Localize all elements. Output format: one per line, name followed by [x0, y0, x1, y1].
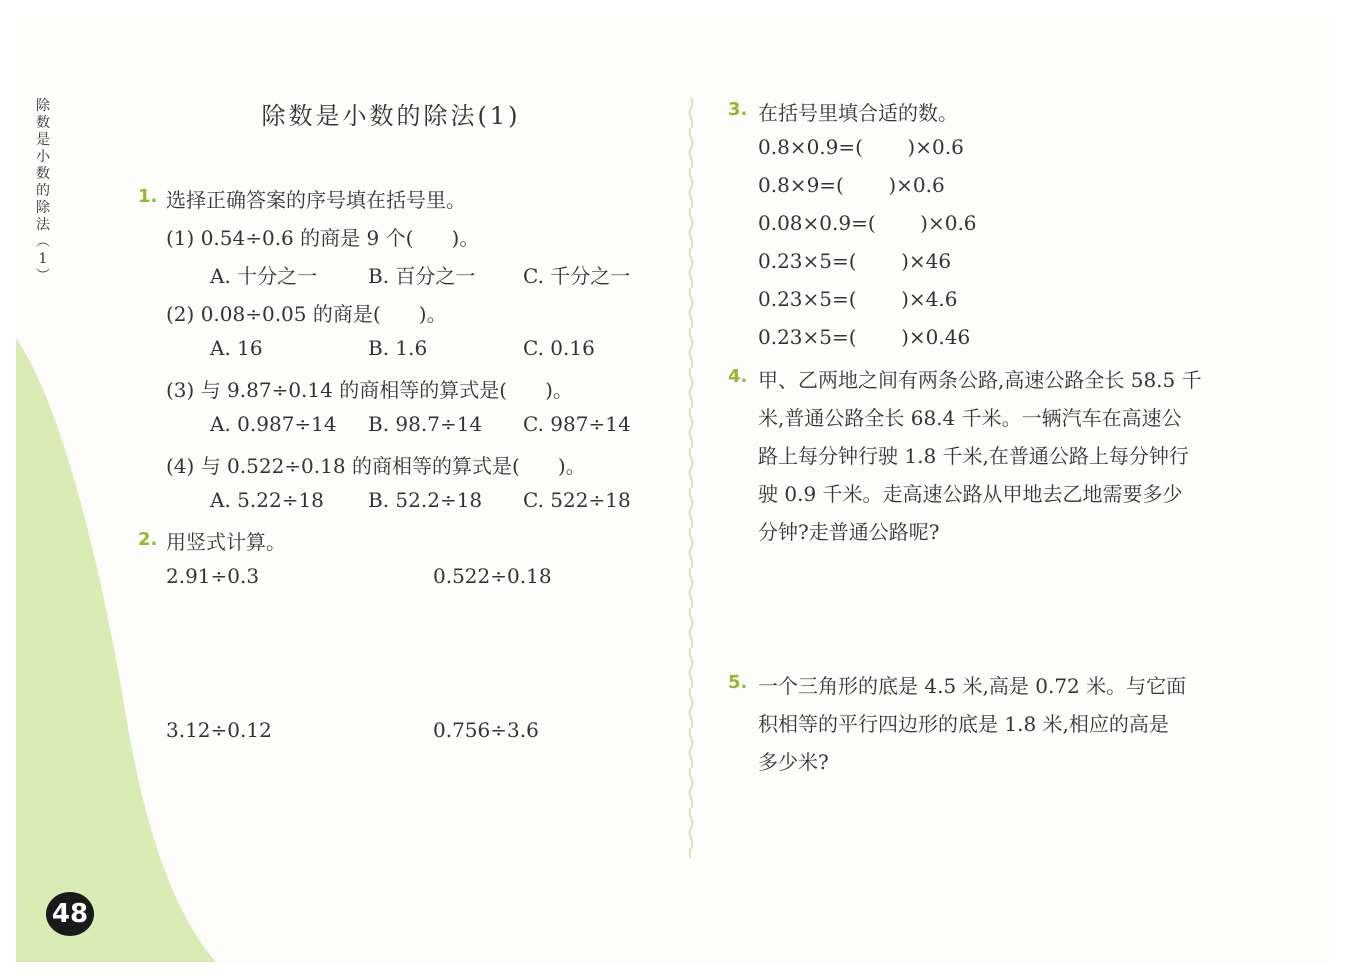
q2-number: 2. — [138, 529, 158, 550]
page-title: 除数是小数的除法(1) — [261, 102, 521, 130]
q4-line-2: 米,普通公路全长 68.4 千米。一辆汽车在高速公 — [758, 406, 1182, 430]
side-title-char: ︵ — [36, 234, 50, 250]
q5-line-3: 多少米? — [758, 750, 829, 774]
q2-expr-4: 0.756÷3.6 — [433, 718, 539, 742]
worksheet-page — [16, 16, 1332, 962]
q3-line-5: 0.23×5=( )×4.6 — [758, 287, 958, 311]
q1-number: 1. — [138, 186, 158, 207]
q4-line-5: 分钟?走普通公路呢? — [758, 520, 940, 544]
q2-prompt: 用竖式计算。 — [166, 530, 286, 554]
q1-item-3-option-b: B. 98.7÷14 — [368, 412, 483, 436]
q5-number: 5. — [728, 672, 748, 693]
q3-line-4: 0.23×5=( )×46 — [758, 249, 952, 273]
q1-item-4-option-c: C. 522÷18 — [523, 488, 631, 512]
q3-line-6: 0.23×5=( )×0.46 — [758, 325, 971, 349]
q1-item-1-option-a: A. 十分之一 — [210, 264, 318, 288]
q4-number: 4. — [728, 366, 748, 387]
side-title-char: 的 — [36, 183, 50, 199]
q4-line-4: 驶 0.9 千米。走高速公路从甲地去乙地需要多少 — [758, 482, 1183, 506]
side-chapter-title — [34, 98, 52, 285]
q1-item-4-option-a: A. 5.22÷18 — [210, 488, 324, 512]
q1-item-4-option-b: B. 52.2÷18 — [368, 488, 483, 512]
q5-line-1: 一个三角形的底是 4.5 米,高是 0.72 米。与它面 — [758, 674, 1187, 698]
side-title-char: 1 — [38, 251, 48, 267]
side-title-char: 数 — [36, 115, 50, 131]
column-divider — [688, 98, 694, 858]
q3-line-3: 0.08×0.9=( )×0.6 — [758, 211, 977, 235]
q1-item-3-question: (3) 与 9.87÷0.14 的商相等的算式是( )。 — [166, 378, 573, 402]
q1-item-1-question: (1) 0.54÷0.6 的商是 9 个( )。 — [166, 226, 480, 250]
q1-item-2-question: (2) 0.08÷0.05 的商是( )。 — [166, 302, 447, 326]
q2-expr-2: 0.522÷0.18 — [433, 564, 552, 588]
q3-line-2: 0.8×9=( )×0.6 — [758, 173, 945, 197]
q4-line-3: 路上每分钟行驶 1.8 千米,在普通公路上每分钟行 — [758, 444, 1189, 468]
q1-item-1-option-b: B. 百分之一 — [368, 264, 476, 288]
q1-item-2-option-a: A. 16 — [210, 336, 263, 360]
side-title-char: ︶ — [36, 268, 50, 284]
side-title-char: 除 — [36, 98, 50, 114]
page-number-badge: 48 — [46, 892, 94, 936]
q2-expr-3: 3.12÷0.12 — [166, 718, 272, 742]
q2-expr-1: 2.91÷0.3 — [166, 564, 260, 588]
q3-line-1: 0.8×0.9=( )×0.6 — [758, 135, 964, 159]
q3-prompt: 在括号里填合适的数。 — [758, 101, 958, 125]
q1-prompt: 选择正确答案的序号填在括号里。 — [166, 188, 466, 212]
q1-item-2-option-c: C. 0.16 — [523, 336, 595, 360]
q1-item-2-option-b: B. 1.6 — [368, 336, 428, 360]
side-title-char: 除 — [36, 200, 50, 216]
q1-item-4-question: (4) 与 0.522÷0.18 的商相等的算式是( )。 — [166, 454, 586, 478]
side-title-char: 法 — [36, 217, 50, 233]
side-title-char: 是 — [36, 132, 50, 148]
q1-item-3-option-c: C. 987÷14 — [523, 412, 631, 436]
side-title-char: 数 — [36, 166, 50, 182]
q4-line-1: 甲、乙两地之间有两条公路,高速公路全长 58.5 千 — [758, 368, 1202, 392]
q1-item-1-option-c: C. 千分之一 — [523, 264, 631, 288]
q3-number: 3. — [728, 99, 748, 120]
q5-line-2: 积相等的平行四边形的底是 1.8 米,相应的高是 — [758, 712, 1169, 736]
side-title-char: 小 — [36, 149, 50, 165]
q1-item-3-option-a: A. 0.987÷14 — [210, 412, 337, 436]
